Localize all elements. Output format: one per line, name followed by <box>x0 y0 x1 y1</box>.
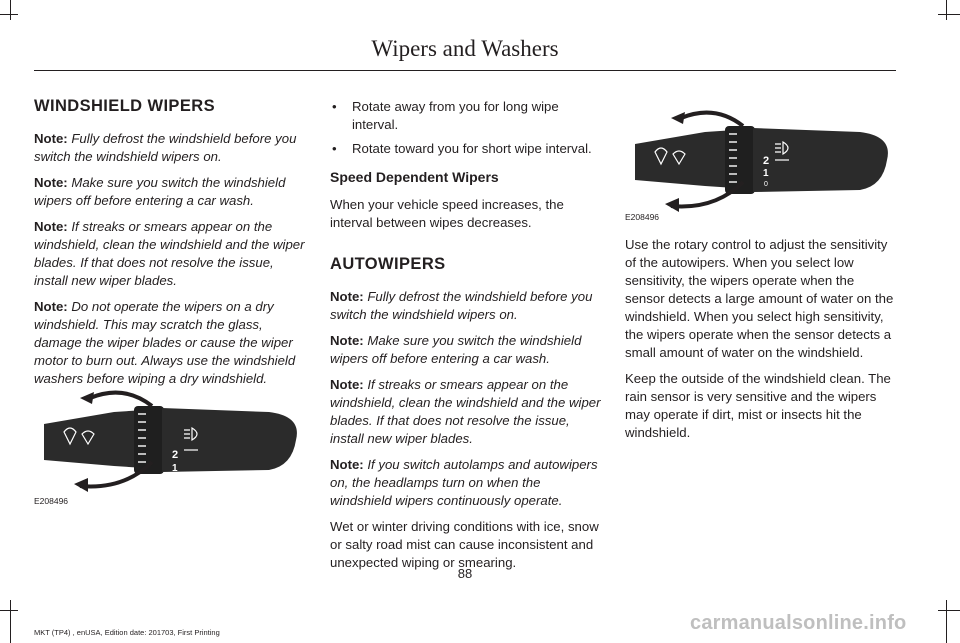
section-heading-windshield-wipers: WINDSHIELD WIPERS <box>34 97 215 115</box>
note: Note: Make sure you switch the windshield wipers off before entering a car wash. <box>330 333 582 366</box>
note: Note: Fully defrost the windshield before you switch the windshield wipers on. <box>34 131 297 164</box>
paragraph: Keep the outside of the windshield clean. The rain sensor is very sensitive and the wipers may operate if dirt, mist or insects hit the windshield. <box>625 371 891 440</box>
interval-list <box>330 98 602 158</box>
crop-mark <box>10 600 11 643</box>
note: Note: Fully defrost the windshield before you switch the windshield wipers on. <box>330 289 593 322</box>
wiper-stalk-figure <box>34 384 306 506</box>
note: Note: Do not operate the wipers on a dry windshield. This may scratch the glass, damage the wiper blades or cause the wiper motor to burn out. Always use the windshield washers before wiping a dry windshield. <box>34 299 296 386</box>
crop-mark <box>0 610 18 611</box>
watermark: carmanualsonline.info <box>690 612 907 634</box>
wiper-stalk-illustration <box>34 384 306 494</box>
crop-mark <box>10 0 11 20</box>
column-middle <box>330 98 602 580</box>
crop-mark <box>946 600 947 643</box>
paragraph: Use the rotary control to adjust the sensitivity of the autowipers. When you select low sensitivity, the wipers operate when the sensor detects a large amount of water on the windshield. When you select high sensitivity, the wipers operate when the sensor detects a small amount of water on the windshield. <box>625 237 894 360</box>
paragraph: Wet or winter driving conditions with ice, snow or salty road mist can cause inconsistent and unexpected wiping or smearing. <box>330 519 599 570</box>
wiper-stalk-figure <box>625 104 897 222</box>
subheading-speed-dependent-wipers: Speed Dependent Wipers <box>330 169 499 185</box>
note: Note: If streaks or smears appear on the windshield, clean the windshield and the wiper blades. If that does not resolve the issue, install new wiper blades. <box>330 377 601 446</box>
section-heading-autowipers: AUTOWIPERS <box>330 255 446 273</box>
svg-text:2: 2 <box>763 155 770 167</box>
crop-mark <box>938 14 960 15</box>
crop-mark <box>938 610 960 611</box>
note: Note: If streaks or smears appear on the windshield, clean the windshield and the wiper blades. If that does not resolve the issue, install new wiper blades. <box>34 219 305 288</box>
page-number: 88 <box>457 566 473 581</box>
svg-text:0: 0 <box>173 477 177 484</box>
list-item: • Rotate toward you for short wipe interval. <box>330 140 602 158</box>
header-rule <box>34 70 896 71</box>
svg-text:1: 1 <box>172 463 178 474</box>
svg-text:0: 0 <box>764 181 768 188</box>
crop-mark <box>946 0 947 20</box>
footer-edition: MKT (TP4) , enUSA, Edition date: 201703, First Printing <box>34 628 220 637</box>
crop-mark <box>0 14 18 15</box>
column-left <box>34 96 306 396</box>
page-header-title: Wipers and Washers <box>371 36 559 61</box>
figure-id: E208496 <box>34 496 69 506</box>
svg-text:2: 2 <box>172 449 179 461</box>
paragraph: When your vehicle speed increases, the interval between wipes decreases. <box>330 197 564 230</box>
list-item: • Rotate away from you for long wipe interval. <box>330 98 602 134</box>
svg-text:1: 1 <box>763 168 769 179</box>
note: Note: Make sure you switch the windshield wipers off before entering a car wash. <box>34 175 286 208</box>
column-right <box>625 236 897 450</box>
wiper-stalk-illustration <box>625 104 897 214</box>
note: Note: If you switch autolamps and autowipers on, the headlamps turn on when the windshield wipers continuously operate. <box>330 457 598 508</box>
figure-id: E208496 <box>625 212 660 222</box>
